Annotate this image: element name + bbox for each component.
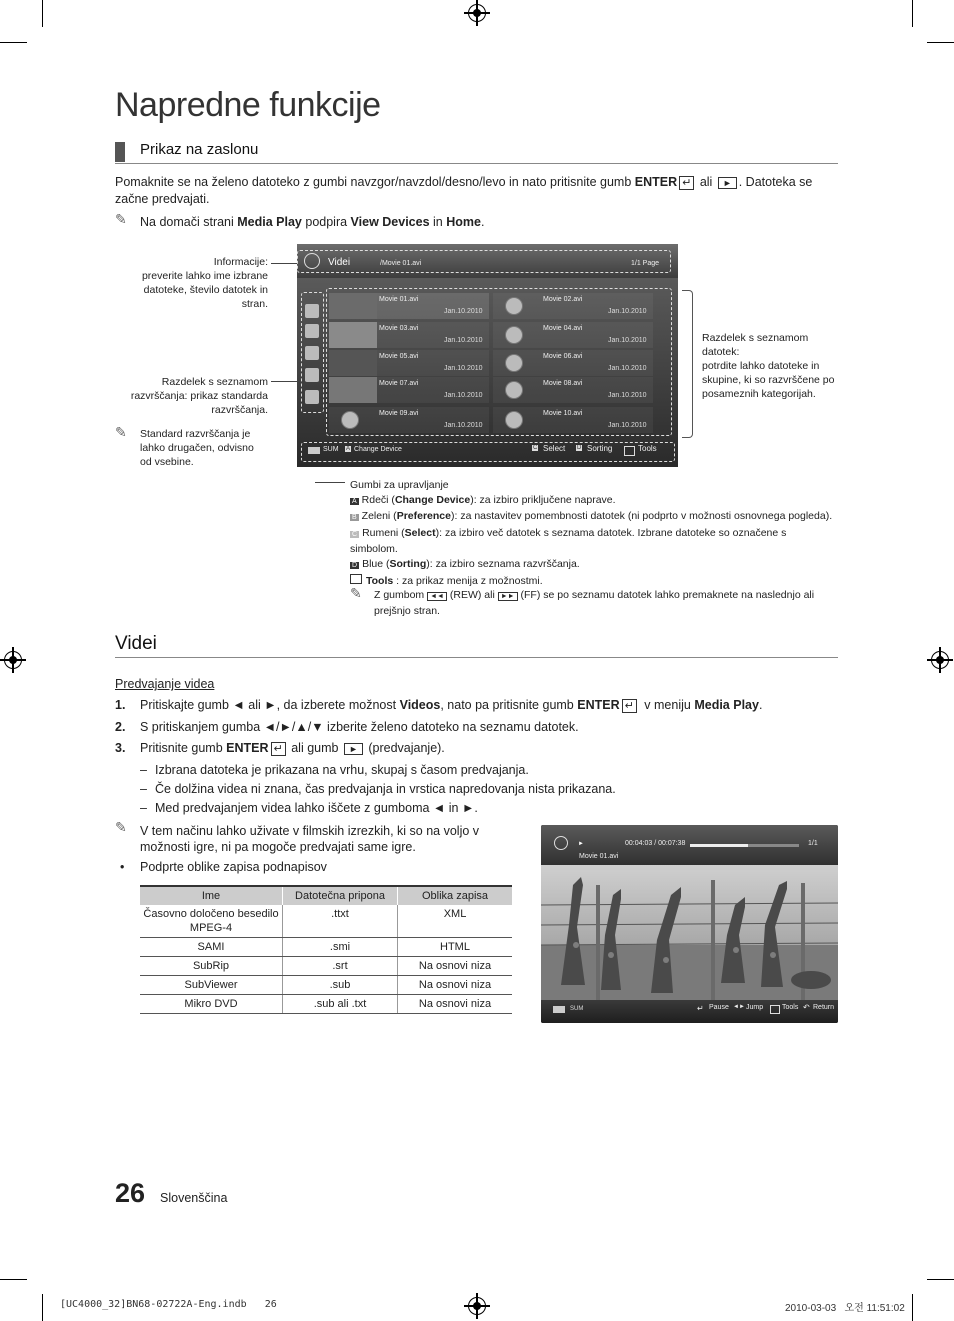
intro-text	[115, 174, 845, 207]
sort-note	[140, 427, 270, 469]
text: (REW) ali	[446, 589, 498, 601]
bullet-item	[120, 859, 327, 875]
footer-a-key: A	[346, 446, 351, 452]
callout-leader	[315, 482, 345, 483]
file-name: Movie 04.avi	[543, 325, 583, 332]
page-title: Napredne funkcije	[115, 86, 381, 124]
text: Zeleni (	[361, 510, 397, 523]
file-info: [UC4000_32]BN68-02722A-Eng.indb 26	[60, 1299, 277, 1310]
film-reel-icon	[554, 836, 568, 850]
left-right-icon: ◄►	[733, 1004, 745, 1010]
dash-item	[140, 800, 478, 816]
game-note	[140, 823, 530, 855]
table-cell: .ttxt	[283, 905, 398, 938]
file-date: Jan.10.2010	[608, 422, 647, 429]
text: ): za nastavitev pomembnosti datotek (ni podprto v možnosti osnovnega pogleda).	[450, 510, 833, 523]
note-part: .	[480, 215, 485, 229]
text: Blue (	[362, 557, 390, 570]
play-status-icon: ►	[578, 841, 584, 847]
callout-line: datotek:	[702, 346, 740, 358]
note-part: Home	[446, 215, 481, 229]
footer-d-key: D	[577, 445, 582, 451]
crop-mark	[42, 1294, 43, 1321]
d-key-icon: D	[352, 561, 358, 569]
film-icon	[505, 326, 523, 344]
text: Select	[404, 526, 436, 539]
file-name: Movie 06.avi	[543, 353, 583, 360]
text: Pritiskajte gumb ◄ ali ►, da izberete možnost	[140, 698, 400, 712]
table-row	[140, 957, 512, 976]
note-part: podpira	[301, 215, 351, 229]
crop-mark	[927, 1279, 954, 1280]
file-list-item[interactable]	[493, 350, 653, 376]
controls-heading: Gumbi za upravljanje	[350, 479, 449, 491]
subheading: Predvajanje videa	[115, 677, 215, 691]
text: Change Device	[394, 493, 471, 506]
date-info: 2010-03-03 오전 11:51:02	[785, 1303, 905, 1314]
table-header-row	[140, 886, 512, 905]
sort-callout	[118, 375, 268, 417]
table-cell: .sub ali .txt	[283, 995, 398, 1014]
title-icon	[305, 324, 319, 338]
crop-mark	[927, 42, 954, 43]
enter-icon: ↵	[622, 699, 637, 713]
text: Media Play	[694, 698, 759, 712]
film-icon	[341, 411, 359, 429]
file-date: Jan.10.2010	[608, 337, 647, 344]
file-list-item[interactable]	[493, 377, 653, 403]
file-date: Jan.10.2010	[444, 392, 483, 399]
folder-icon	[305, 304, 319, 318]
film-icon	[505, 354, 523, 372]
note-icon: ✎	[115, 211, 127, 227]
crop-mark	[42, 0, 43, 27]
playback-file: Movie 01.avi	[579, 853, 619, 860]
table-row	[140, 995, 512, 1014]
callout-line: Razdelek s seznamom	[702, 332, 809, 344]
table-cell: Na osnovi niza	[398, 976, 513, 995]
callout-line: lahko drugačen, odvisno	[140, 442, 254, 454]
text: Če dolžina videa ni znana, čas predvajanja in vrstica napredovanja nista prikazana.	[155, 782, 616, 796]
note-icon: ✎	[115, 424, 127, 440]
callout-line: od vsebine.	[140, 456, 194, 468]
dash-icon: –	[140, 801, 147, 815]
file-date: Jan.10.2010	[608, 365, 647, 372]
tools-icon	[770, 1005, 780, 1014]
table-cell: Na osnovi niza	[398, 995, 513, 1014]
enter-icon: ↵	[271, 742, 286, 756]
film-icon	[505, 381, 523, 399]
step-number: 1.	[115, 698, 126, 712]
text: možnosti igre, ni pa mogoče predvajati same igre.	[140, 840, 416, 854]
table-cell: SubViewer	[140, 976, 283, 995]
table-row	[140, 976, 512, 995]
thumbnail-image	[329, 322, 377, 348]
note-icon: ✎	[350, 585, 362, 601]
note-part: Media Play	[237, 215, 302, 229]
text: Preference	[396, 510, 451, 523]
registration-mark-icon	[931, 651, 949, 669]
text: V tem načinu lahko uživate v filmskih izrezkih, ki so na voljo v	[140, 824, 480, 838]
callout-line: skupine, ki so razvrščene po	[702, 374, 835, 386]
text: Podprte oblike zapisa podnapisov	[140, 860, 327, 874]
control-c	[350, 526, 845, 543]
rew-icon: ◄◄	[427, 592, 447, 601]
jump-label: Jump	[746, 1004, 764, 1011]
text: ENTER	[226, 741, 269, 755]
ff-icon: ►►	[498, 592, 518, 601]
rew-ff-note	[374, 588, 844, 619]
tools-label: Tools	[782, 1004, 799, 1011]
text: Izbrana datoteka je prikazana na vrhu, skupaj s časom predvajanja.	[155, 763, 529, 777]
play-icon: ►	[344, 743, 363, 755]
registration-mark-icon	[4, 651, 22, 669]
file-date: Jan.10.2010	[444, 365, 483, 372]
control-d	[350, 557, 845, 574]
table-cell: XML	[398, 905, 513, 938]
thumbnail-image	[329, 350, 377, 376]
step-3	[115, 740, 835, 757]
file-name: Movie 05.avi	[379, 353, 419, 360]
file-list-item[interactable]	[329, 350, 489, 376]
file-list-item[interactable]	[329, 377, 489, 403]
text: Pritisnite gumb	[140, 741, 227, 755]
control-a	[350, 493, 845, 510]
film-reel-icon	[493, 322, 541, 348]
film-reel-icon	[493, 293, 541, 319]
usb-icon	[553, 1006, 565, 1013]
list-bracket	[682, 290, 693, 438]
table-row	[140, 938, 512, 957]
intro-part: . Datoteka se	[738, 175, 813, 189]
return-label: Return	[813, 1004, 835, 1011]
date-icon	[305, 368, 319, 382]
file-list-item[interactable]	[329, 293, 489, 319]
play-icon: ►	[718, 177, 737, 189]
text: Rdeči (	[361, 493, 395, 506]
footer-tools: Tools	[638, 444, 657, 453]
dash-item	[140, 781, 616, 797]
preference-icon	[305, 390, 319, 404]
section-rule	[115, 657, 838, 658]
calendar-icon	[305, 346, 319, 360]
file-name: Movie 03.avi	[379, 325, 419, 332]
info-area	[297, 250, 671, 273]
text: S pritiskanjem gumba ◄/►/▲/▼ izberite želeno datoteko na seznamu datotek.	[140, 720, 579, 734]
video-frame	[541, 865, 838, 1000]
text: ): za izbiro priključene naprave.	[470, 493, 616, 506]
section-rule	[115, 163, 838, 164]
registration-mark-icon	[468, 1297, 486, 1315]
table-cell: Mikro DVD	[140, 995, 283, 1014]
note-part: in	[429, 215, 447, 229]
enter-label: ENTER	[634, 175, 678, 189]
callout-line: Razdelek s seznamom	[161, 376, 268, 388]
page-number: 26	[115, 1178, 146, 1208]
thumbnail-image	[329, 293, 377, 319]
callout-line: stran.	[241, 298, 268, 310]
note-part: Na domači strani	[140, 215, 238, 229]
control-b	[350, 509, 845, 526]
footer-select: Select	[543, 444, 566, 453]
file-name: Movie 02.avi	[543, 296, 583, 303]
table-cell: Časovno določeno besedilo MPEG-4	[140, 905, 283, 938]
film-reel-icon	[493, 350, 541, 376]
text: Med predvajanjem videa lahko iščete z gumboma ◄ in ►.	[155, 801, 478, 815]
intro-part: Pomaknite se na želeno datoteko z gumbi navzgor/navzdol/desno/levo in nato pritisnite gumb	[115, 175, 635, 189]
file-name: Movie 08.avi	[543, 380, 583, 387]
text: Rumeni (	[362, 526, 405, 539]
controls-description	[350, 478, 845, 588]
file-name: Movie 09.avi	[379, 410, 419, 417]
text: : za prikaz menija z možnostmi.	[393, 574, 543, 587]
text: Sorting	[389, 557, 427, 570]
media-play-screen	[297, 244, 678, 467]
text: ): za izbiro seznama razvrščanja.	[426, 557, 580, 570]
crop-mark	[0, 1279, 27, 1280]
callout-line: razvrščanja: prikaz standarda	[130, 390, 268, 402]
intro-part: ali	[696, 175, 716, 189]
progress-fill	[690, 844, 748, 847]
film-icon	[505, 297, 523, 315]
media-play-note	[140, 214, 484, 230]
file-list-item[interactable]	[329, 322, 489, 348]
file-name: Movie 01.avi	[379, 296, 419, 303]
usb-icon	[308, 447, 320, 454]
file-list-item[interactable]	[493, 322, 653, 348]
dash-item	[140, 762, 529, 778]
bullet-icon: •	[120, 860, 125, 874]
film-reel-icon	[329, 407, 377, 433]
file-date: Jan.10.2010	[444, 422, 483, 429]
step-number: 3.	[115, 741, 126, 755]
section-heading: Videi	[115, 633, 157, 654]
table-header: Datotečna pripona	[283, 886, 398, 905]
table-cell: Na osnovi niza	[398, 957, 513, 976]
table-cell: .smi	[283, 938, 398, 957]
file-list-item[interactable]	[493, 293, 653, 319]
footer-change-device: Change Device	[354, 446, 402, 453]
text: (predvajanje).	[364, 741, 445, 755]
footer-sorting: Sorting	[587, 444, 613, 453]
film-reel-icon	[304, 253, 320, 269]
intro-part: začne predvajati.	[115, 192, 210, 206]
section-marker	[115, 142, 125, 162]
b-key-icon: B	[352, 514, 357, 522]
footer-c-key: C	[533, 445, 538, 451]
callout-line: razvrščanja.	[211, 404, 268, 416]
step-number: 2.	[115, 720, 126, 734]
file-date: Jan.10.2010	[608, 308, 647, 315]
control-tools	[350, 574, 845, 589]
pause-label: Pause	[709, 1004, 729, 1011]
dash-icon: –	[140, 763, 147, 777]
c-key-icon: C	[352, 530, 358, 538]
step-1	[115, 697, 835, 714]
callout-line: Standard razvrščanja je	[140, 428, 251, 440]
table-row	[140, 905, 512, 938]
file-list-item[interactable]	[329, 407, 489, 433]
table-cell: HTML	[398, 938, 513, 957]
text: Tools	[366, 574, 394, 587]
screen-path: /Movie 01.avi	[380, 260, 422, 267]
table-header: Oblika zapisa	[398, 886, 513, 905]
screen-category: Videi	[328, 257, 351, 268]
language-label: Slovenščina	[160, 1191, 228, 1205]
footer-sum: SUM	[323, 446, 339, 453]
table-cell: SAMI	[140, 938, 283, 957]
callout-line: Informacije:	[213, 256, 268, 268]
text: ENTER	[577, 698, 620, 712]
film-reel-icon	[493, 407, 541, 433]
tools-icon	[624, 446, 635, 456]
text: ali gumb	[287, 741, 342, 755]
a-key-icon: A	[352, 497, 357, 505]
playback-count: 1/1	[808, 840, 818, 847]
text: Z gumbom	[374, 589, 428, 601]
file-name: Movie 10.avi	[543, 410, 583, 417]
text: (FF) se po seznamu datotek lahko premaknete na naslednjo ali	[517, 589, 815, 601]
thumbnail-image	[329, 377, 377, 403]
callout-line: preverite lahko ime izbrane	[141, 270, 268, 282]
file-date: Jan.10.2010	[608, 392, 647, 399]
table-header: Ime	[140, 886, 283, 905]
enter-icon: ↵	[697, 1004, 704, 1013]
control-c-cont: simbolom.	[350, 543, 398, 556]
file-date: Jan.10.2010	[444, 337, 483, 344]
note-part: View Devices	[350, 215, 430, 229]
crop-mark	[912, 0, 913, 27]
table-cell: .srt	[283, 957, 398, 976]
text: , nato pa pritisnite gumb	[440, 698, 578, 712]
text: ): za izbiro več datotek s seznama datotek. Izbrane datoteke so označene s	[435, 526, 787, 539]
film-icon	[505, 411, 523, 429]
section-heading: Prikaz na zaslonu	[140, 141, 259, 158]
video-playback-screen	[541, 825, 838, 1023]
dash-icon: –	[140, 782, 147, 796]
text: .	[758, 698, 763, 712]
playback-time: 00:04:03 / 00:07:38	[625, 840, 686, 847]
film-reel-icon	[493, 377, 541, 403]
text: v meniju	[640, 698, 695, 712]
enter-icon: ↵	[679, 176, 694, 190]
step-2	[115, 719, 835, 735]
subtitle-format-table	[140, 885, 512, 1014]
info-callout	[128, 255, 268, 311]
text: prejšnjo stran.	[374, 605, 440, 617]
table-cell: SubRip	[140, 957, 283, 976]
list-callout	[702, 331, 852, 401]
callout-line: posameznih kategorijah.	[702, 388, 816, 400]
callout-line: datoteke, število datotek in	[143, 284, 268, 296]
return-icon: ↶	[803, 1003, 810, 1012]
file-date: Jan.10.2010	[444, 308, 483, 315]
callout-line: potrdite lahko datoteke in	[702, 360, 820, 372]
file-list-item[interactable]	[493, 407, 653, 433]
note-icon: ✎	[115, 819, 127, 835]
crop-mark	[912, 1294, 913, 1321]
footer-sum: SUM	[570, 1006, 584, 1012]
tools-icon	[350, 574, 362, 584]
text: Videos	[399, 698, 441, 712]
file-name: Movie 07.avi	[379, 380, 419, 387]
screen-page: 1/1 Page	[631, 260, 660, 267]
registration-mark-icon	[468, 4, 486, 22]
crop-mark	[0, 42, 27, 43]
table-cell: .sub	[283, 976, 398, 995]
